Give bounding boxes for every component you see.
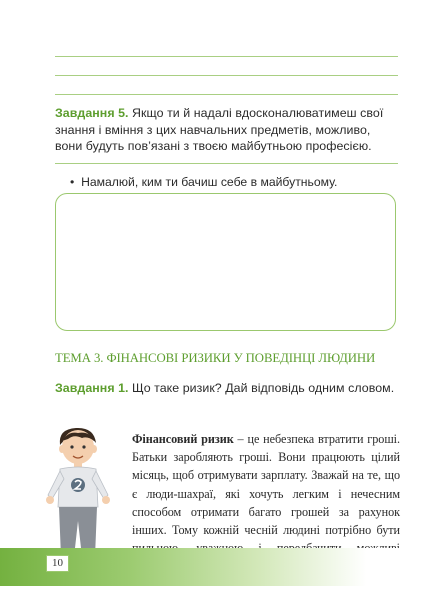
answer-line	[55, 56, 398, 57]
drawing-instruction	[70, 174, 400, 190]
bullet-text: Намалюй, ким ти бачиш себе в майбутньому.	[81, 175, 338, 189]
task-5-text: Якщо ти й надалі вдосконалюватимеш свої знання і вміння з цих навчальних предметів, можливо, вони будуть пов’язані з твоєю майбутньою професією.	[55, 106, 384, 153]
drawing-area[interactable]	[55, 193, 396, 331]
definition-term: Фінансовий ризик	[132, 432, 234, 446]
divider-line	[55, 163, 398, 164]
topic-title: ТЕМА 3. ФІНАНСОВІ РИЗИКИ У ПОВЕДІНЦІ ЛЮДИНИ	[55, 351, 376, 365]
definition-text: – це небезпека втратити гроші. Батьки заробляють гроші. Вони працюють цілий місяць, щоб отримувати зарплату. Зважай на те, що є люди-шахраї, які хочуть легким і нечесним способом отримати багато грошей за рахунок інших. Тому кожній чесній людині потрібно бути	[132, 432, 400, 538]
task-1-text: Що таке ризик? Дай відповідь одним словом.	[128, 381, 395, 395]
task-5	[55, 105, 400, 155]
answer-line	[55, 94, 398, 95]
task-1-label: Завдання 1.	[55, 381, 129, 395]
bullet-symbol: •	[70, 175, 75, 189]
task-1	[55, 380, 400, 397]
task-5-label: Завдання 5.	[55, 106, 129, 120]
answer-line	[55, 75, 398, 76]
page-number: 10	[46, 555, 69, 572]
